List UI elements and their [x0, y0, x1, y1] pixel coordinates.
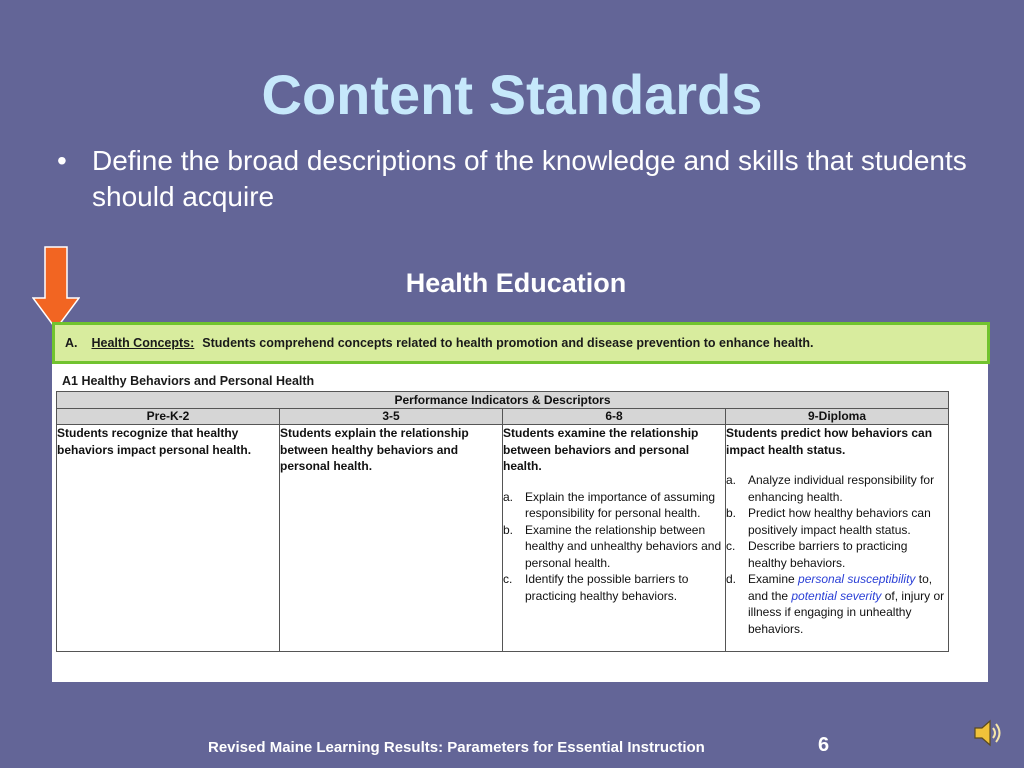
list-marker: b.	[503, 522, 514, 537]
list-item	[503, 571, 725, 604]
bullet-dot: •	[57, 145, 67, 176]
grade-cell	[57, 425, 280, 652]
strand-title: A1 Healthy Behaviors and Personal Health	[62, 374, 315, 388]
cell-lead: Students explain the relationship between healthy behaviors and personal health.	[280, 426, 469, 473]
list-item	[726, 505, 948, 538]
text-part: of, injury or illness if engaging in unhealthy behaviors.	[748, 588, 945, 636]
bullet-text: Define the broad descriptions of the knowledge and skills that students should acquire	[92, 145, 967, 212]
list-item-text: Examine the relationship between healthy and unhealthy behaviors and personal health.	[525, 522, 722, 570]
grade-header: 9-Diploma	[726, 409, 949, 425]
highlighted-term: personal susceptibility	[798, 572, 916, 586]
concept-text: Students comprehend concepts related to health promotion and disease prevention to enhance health.	[202, 336, 814, 350]
list-item-text: Predict how healthy behaviors can positively impact health status.	[748, 506, 931, 537]
list-item	[503, 522, 725, 572]
list-item-text: Identify the possible barriers to practicing healthy behaviors.	[525, 572, 689, 603]
list-marker: d.	[726, 572, 737, 586]
text-part: to, and the	[748, 572, 933, 603]
grade-cell	[503, 425, 726, 652]
text-part: Examine	[748, 572, 799, 586]
grade-header: Pre-K-2	[57, 409, 280, 425]
list-item-text: Analyze individual responsibility for enhancing health.	[748, 473, 935, 504]
list-item-text	[748, 572, 944, 636]
grade-cell	[726, 425, 949, 652]
table-header: Performance Indicators & Descriptors	[57, 392, 949, 409]
highlighted-term: potential severity	[791, 588, 882, 603]
list-item-text: Describe barriers to practicing healthy behaviors.	[748, 539, 908, 570]
list-item	[503, 489, 725, 522]
concept-label: Health Concepts:	[91, 336, 195, 350]
grade-header: 6-8	[503, 409, 726, 425]
list-marker: a.	[503, 489, 514, 504]
speaker-icon[interactable]	[972, 717, 1002, 749]
list-item-text: Explain the importance of assuming responsibility for personal health.	[525, 489, 716, 520]
descriptor-list	[503, 489, 725, 605]
cell-lead: Students examine the relationship between behaviors and personal health.	[503, 426, 699, 473]
list-marker: b.	[726, 506, 737, 520]
cell-lead: Students predict how behaviors can impact health status.	[726, 426, 933, 457]
list-item	[726, 472, 948, 505]
concept-letter: A.	[65, 336, 78, 350]
standards-document	[52, 322, 988, 682]
slide-footer: Revised Maine Learning Results: Parameters for Essential Instruction	[208, 739, 705, 756]
grade-header: 3-5	[280, 409, 503, 425]
page-number: 6	[818, 734, 830, 756]
grade-cell	[280, 425, 503, 652]
cell-lead: Students recognize that healthy behaviors impact personal health.	[57, 426, 252, 457]
descriptor-list	[726, 472, 948, 637]
list-marker: a.	[726, 473, 737, 487]
list-marker: c.	[726, 539, 736, 553]
list-item	[726, 538, 948, 571]
section-subheading: Health Education	[405, 268, 627, 298]
list-marker: c.	[503, 572, 513, 586]
indicators-table	[56, 391, 949, 652]
concept-banner	[52, 322, 990, 364]
list-item	[726, 571, 948, 637]
slide-title: Content Standards	[261, 63, 763, 126]
